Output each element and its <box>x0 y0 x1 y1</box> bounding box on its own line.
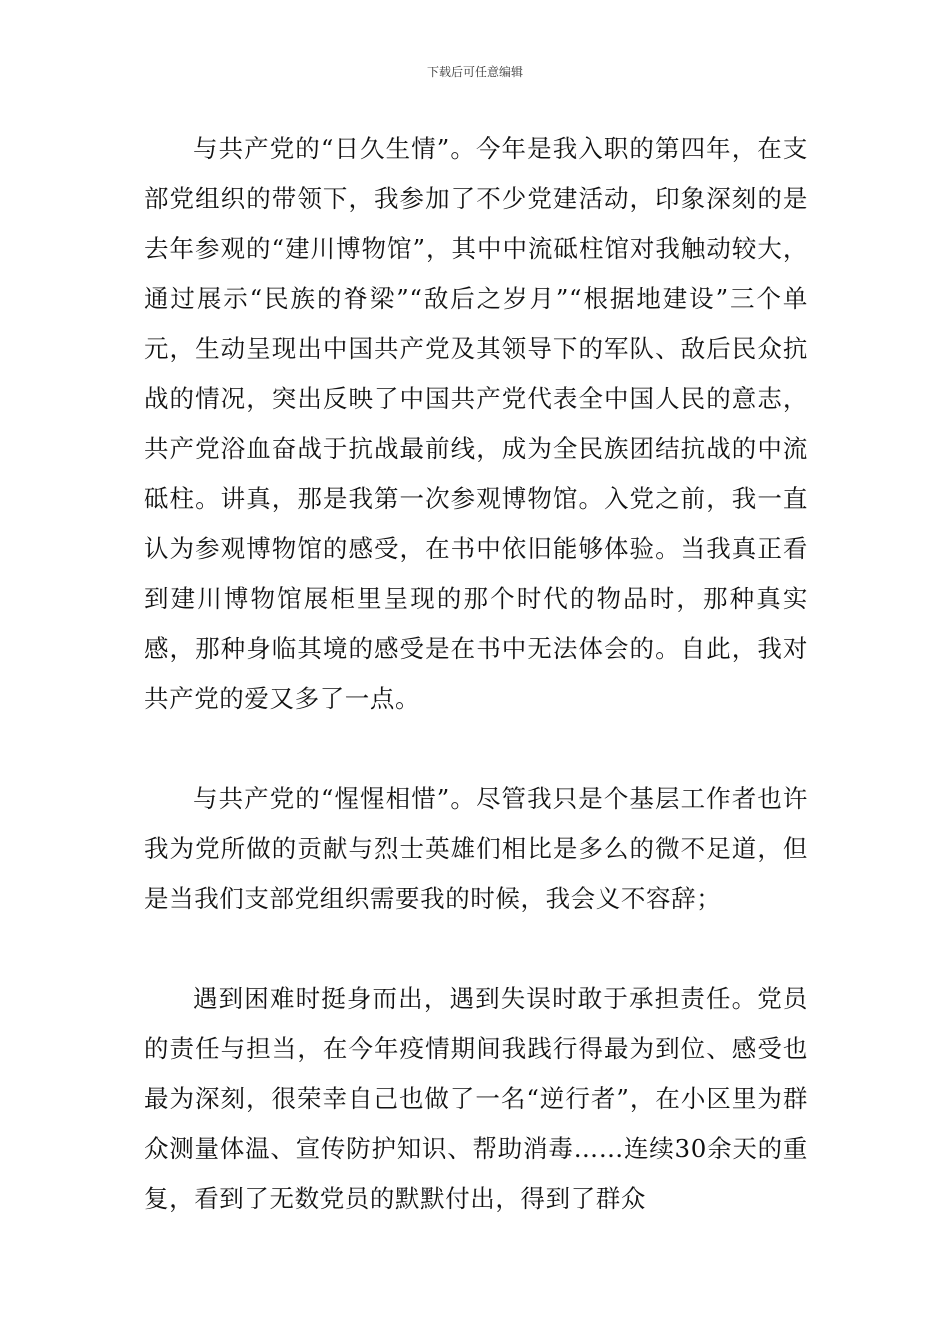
paragraph-1: 与共产党的“日久生情”。今年是我入职的第四年，在支部党组织的带领下，我参加了不少党建活动，印象深刻的是去年参观的“建川博物馆”，其中中流砥柱馆对我触动较大，通过展示“民族的脊梁”“敌后之岁月”“根据地建设”三个单元，生动呈现出中国共产党及其领导下的军队、敌后民众抗战的情况，突出反映了中国共产党代表全中国人民的意志，共产党浴血奋战于抗战最前线，成为全民族团结抗战的中流砥柱。讲真，那是我第一次参观博物馆。入党之前，我一直认为参观博物馆的感受，在书中依旧能够体验。当我真正看到建川博物馆展柜里呈现的那个时代的物品时，那种真实感，那种身临其境的感受是在书中无法体会的。自此，我对共产党的爱又多了一点。 <box>144 134 808 713</box>
document-body <box>144 124 808 1224</box>
paragraph-2: 与共产党的“惺惺相惜”。尽管我只是个基层工作者也许我为党所做的贡献与烈士英雄们相比是多么的微不足道，但是当我们支部党组织需要我的时候，我会义不容辞； <box>144 784 808 913</box>
paragraph-3: 遇到困难时挺身而出，遇到失误时敢于承担责任。党员的责任与担当，在今年疫情期间我践行得最为到位、感受也最为深刻，很荣幸自己也做了一名“逆行者”，在小区里为群众测量体温、宣传防护知识、帮助消毒……连续30余天的重复，看到了无数党员的默默付出，得到了群众 <box>144 984 808 1213</box>
page-header: 下载后可任意编辑 <box>426 65 523 79</box>
